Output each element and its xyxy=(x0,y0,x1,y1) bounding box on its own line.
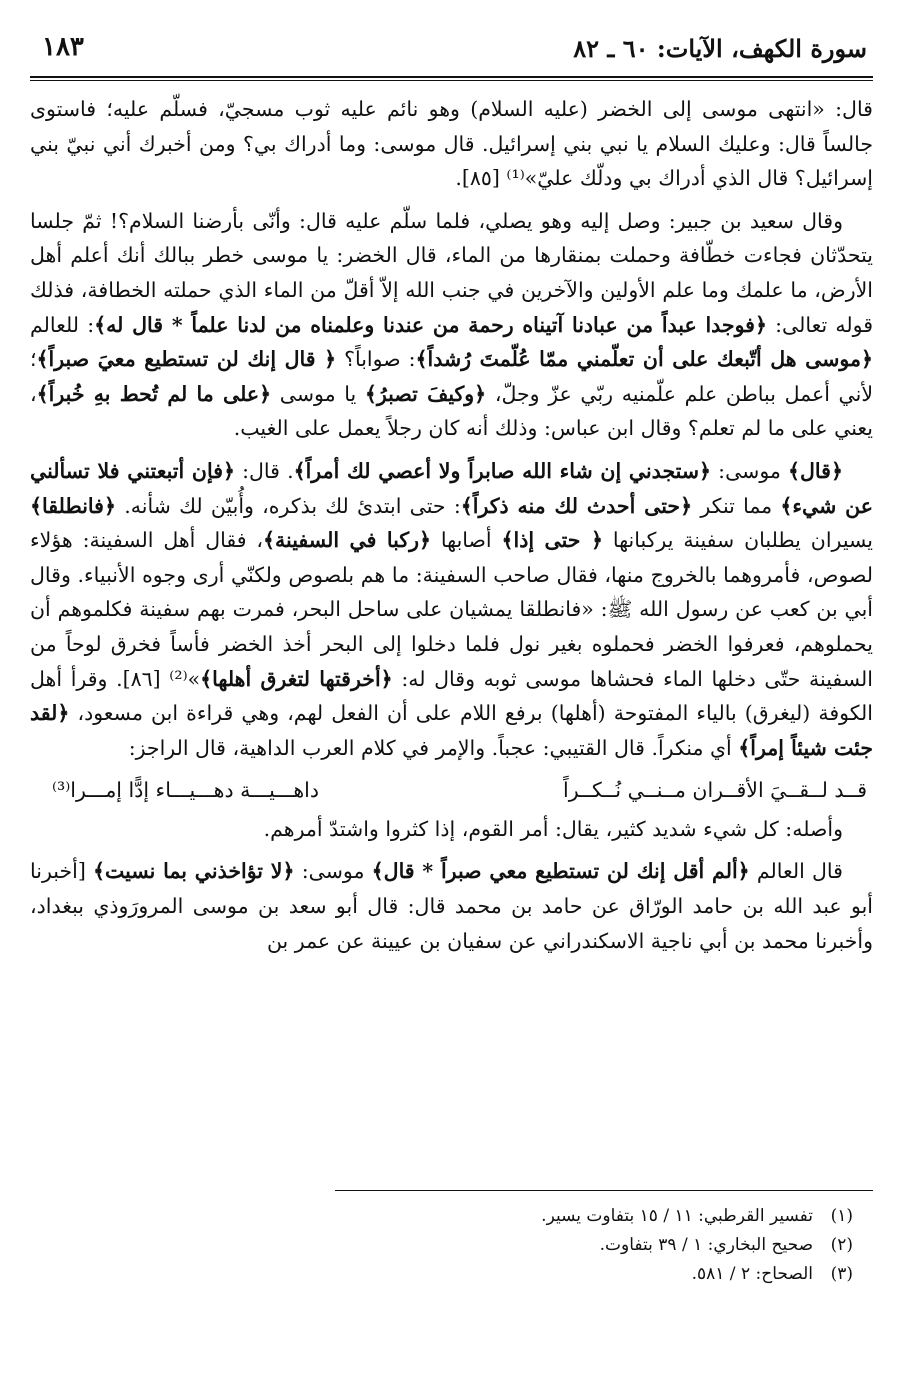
quran-verse: ﴿قال﴾ xyxy=(788,458,843,483)
quran-verse: ﴿وكيفَ تصبرُ﴾ xyxy=(364,381,487,406)
text-run: وقال سعيد بن جبير: وصل إليه وهو يصلي، فلما سلّم عليه قال: وأنّى بأرضنا السلام؟! ثمّ جلسا يتحدّثان فجاءت خطّافة وحملت بمنقارها من الماء، قال الخضر: يا موسى خطر ببالك أنك أعلم أهل الأرض، ما علمك وما علم الأولين والآخرين في جنب الله إلاّ أقلّ من الماء الذي حملته الخطافة، فذلك قوله تعالى: xyxy=(30,208,873,337)
footnote-rule xyxy=(335,1190,873,1191)
page-number: ١٨٣ xyxy=(42,32,84,62)
footnote-number: (٢) xyxy=(830,1235,853,1255)
footnote-text: صحيح البخاري: ١ / ٣٩ بتفاوت. xyxy=(599,1235,813,1255)
text-run: قال العالم xyxy=(749,859,843,884)
text-run: ؛ لأني أعمل بباطن علم علّمنيه ربّي عزّ وجلّ، xyxy=(30,347,874,406)
quran-verse: ﴿لا تؤاخذني بما نسيت﴾ xyxy=(93,859,295,884)
header-rule-thin xyxy=(30,80,873,81)
running-header xyxy=(30,30,873,76)
footnote xyxy=(333,1260,853,1289)
poem-hemistich-first: قــد لــقــيَ الأقــران مــنــي نُــكــراً xyxy=(563,778,867,803)
chapter-title: سورة الكهف، الآيات: ٦٠ ـ ٨٢ xyxy=(573,34,867,63)
quran-verse: ﴿ركبا في السفينة﴾ xyxy=(263,528,431,553)
footnote-number: (٣) xyxy=(830,1264,853,1284)
text-run: أصابها xyxy=(431,528,502,553)
quran-verse: ﴿فوجدا عبداً من عبادنا آتيناه رحمة من عندنا وعلمناه من لدنا علماً * قال له﴾ xyxy=(94,312,767,337)
quran-verse: ﴿ستجدني إن شاء الله صابراً ولا أعصي لك أمراً﴾ xyxy=(293,458,712,483)
quran-verse: ﴿ قال إنك لن تستطيع معيَ صبراً﴾ xyxy=(36,347,337,372)
paragraph-2 xyxy=(30,204,873,446)
header-rule xyxy=(30,76,873,78)
footnotes xyxy=(333,1202,853,1289)
quran-verse: ﴿لقد جئت شيئاً إمراً﴾ xyxy=(30,701,873,760)
text-run: : حتى ابتدئ لك بذكره، وأُبيّن لك شأنه. xyxy=(116,493,461,518)
text-run: : صواباً؟ xyxy=(336,347,416,372)
text-run: يا موسى xyxy=(271,381,365,406)
footnote xyxy=(333,1231,853,1260)
quran-verse: ﴿ألم أقل إنك لن تستطيع معي صبراً * قال﴾ xyxy=(371,859,750,884)
text-run: . قال: xyxy=(235,458,294,483)
quran-verse: ﴿حتى أحدث لك منه ذكراً﴾ xyxy=(460,493,693,518)
text-run: مما تنكر xyxy=(692,493,781,518)
text-run: موسى: xyxy=(294,859,372,884)
footnote-number: (١) xyxy=(830,1206,853,1226)
text-run: ، يعني على ما لم تعلم؟ وقال ابن عباس: وذلك أنه كان رجلاً يعمل على الغيب. xyxy=(30,381,873,441)
poem-hemistich-second: داهـــيـــة دهـــيـــاء إدًّا إمـــرا⁽³⁾ xyxy=(52,778,319,803)
footnote-text: الصحاح: ٢ / ٥٨١. xyxy=(691,1264,813,1284)
paragraph-4: وأصله: كل شيء شديد كثير، يقال: أمر القوم، إذا كثروا واشتدّ أمرهم. xyxy=(263,816,843,841)
text-run: يسيران يطلبان سفينة يركبانها xyxy=(602,528,873,553)
text-run: ، فقال أهل السفينة: هؤلاء لصوص، فأمروهما بالخروج منها، فقال صاحب السفينة: ما هم بلصوص ولكنّي أرى وجوه الأنبياء. وقال أبي بن كعب عن رسول الله ﷺ: «فانطلقا يمشيان على ساحل البحر، فمرت بهم سفينة فكلموهم أن يحملوهم، فعرفوا الخضر فحملوه بغير نول فلما دخلوا إلى البحر أخذ الخضر فأساً فخرق لوحاً من السفينة حتّى دخلها الماء فحشاها موسى ثوبه وقال له: xyxy=(30,528,874,691)
text-run: : للعالم xyxy=(30,312,95,337)
text-run: موسى: xyxy=(711,458,789,483)
body-text xyxy=(30,92,873,966)
quran-verse: ﴿فانطلقا﴾ xyxy=(30,493,116,518)
quran-verse: ﴿فإن أتبعتني فلا تسألني عن شيء﴾ xyxy=(30,458,874,518)
poem-verse xyxy=(30,773,873,808)
paragraph-1: قال: «انتهى موسى إلى الخضر (عليه السلام) وهو نائم عليه ثوب مسجيّ، فسلّم عليه؛ فاستوى جالساً قال: وعليك السلام يا نبي بني إسرائيل. قال موسى: وما أدراك بي؟ ومن أخبرك أني نبيّ بني إسرائيل؟ قال الذي أدراك بي ودلّك عليّ»⁽¹⁾ [٨٥]. xyxy=(30,97,873,191)
quran-verse: ﴿ حتى إذا﴾ xyxy=(501,528,603,553)
paragraph-5 xyxy=(30,854,873,958)
text-run: [أخبرنا أبو عبد الله بن حامد الورّاق عن حامد بن محمد قال: قال أبو سعد بن موسى المرورَوذي ببغداد، وأخبرنا محمد بن أبي ناجية الاسكندراني عن سفيان بن عيينة عن عمر بن xyxy=(30,859,873,953)
footnote xyxy=(333,1202,853,1231)
quran-verse: ﴿أخرقتها لتغرق أهلها﴾ xyxy=(200,666,393,691)
paragraph-3 xyxy=(30,454,873,765)
text-run: »⁽²⁾ [٨٦]. وقرأ أهل الكوفة (ليغرق) بالياء المفتوحة (أهلها) برفع اللام على أن الفعل لهم، وهي قراءة ابن مسعود، xyxy=(30,666,873,726)
footnote-text: تفسير القرطبي: ١١ / ١٥ بتفاوت يسير. xyxy=(541,1206,813,1226)
text-run: أي منكراً. قال القتيبي: عجباً. والإمر في كلام العرب الداهية، قال الراجز: xyxy=(128,735,739,760)
quran-verse: ﴿موسى هل أتّبعك على أن تعلّمني ممّا عُلّمتَ رُشداً﴾ xyxy=(415,347,874,372)
quran-verse: ﴿على ما لم تُحط بهِ خُبراً﴾ xyxy=(36,381,272,406)
